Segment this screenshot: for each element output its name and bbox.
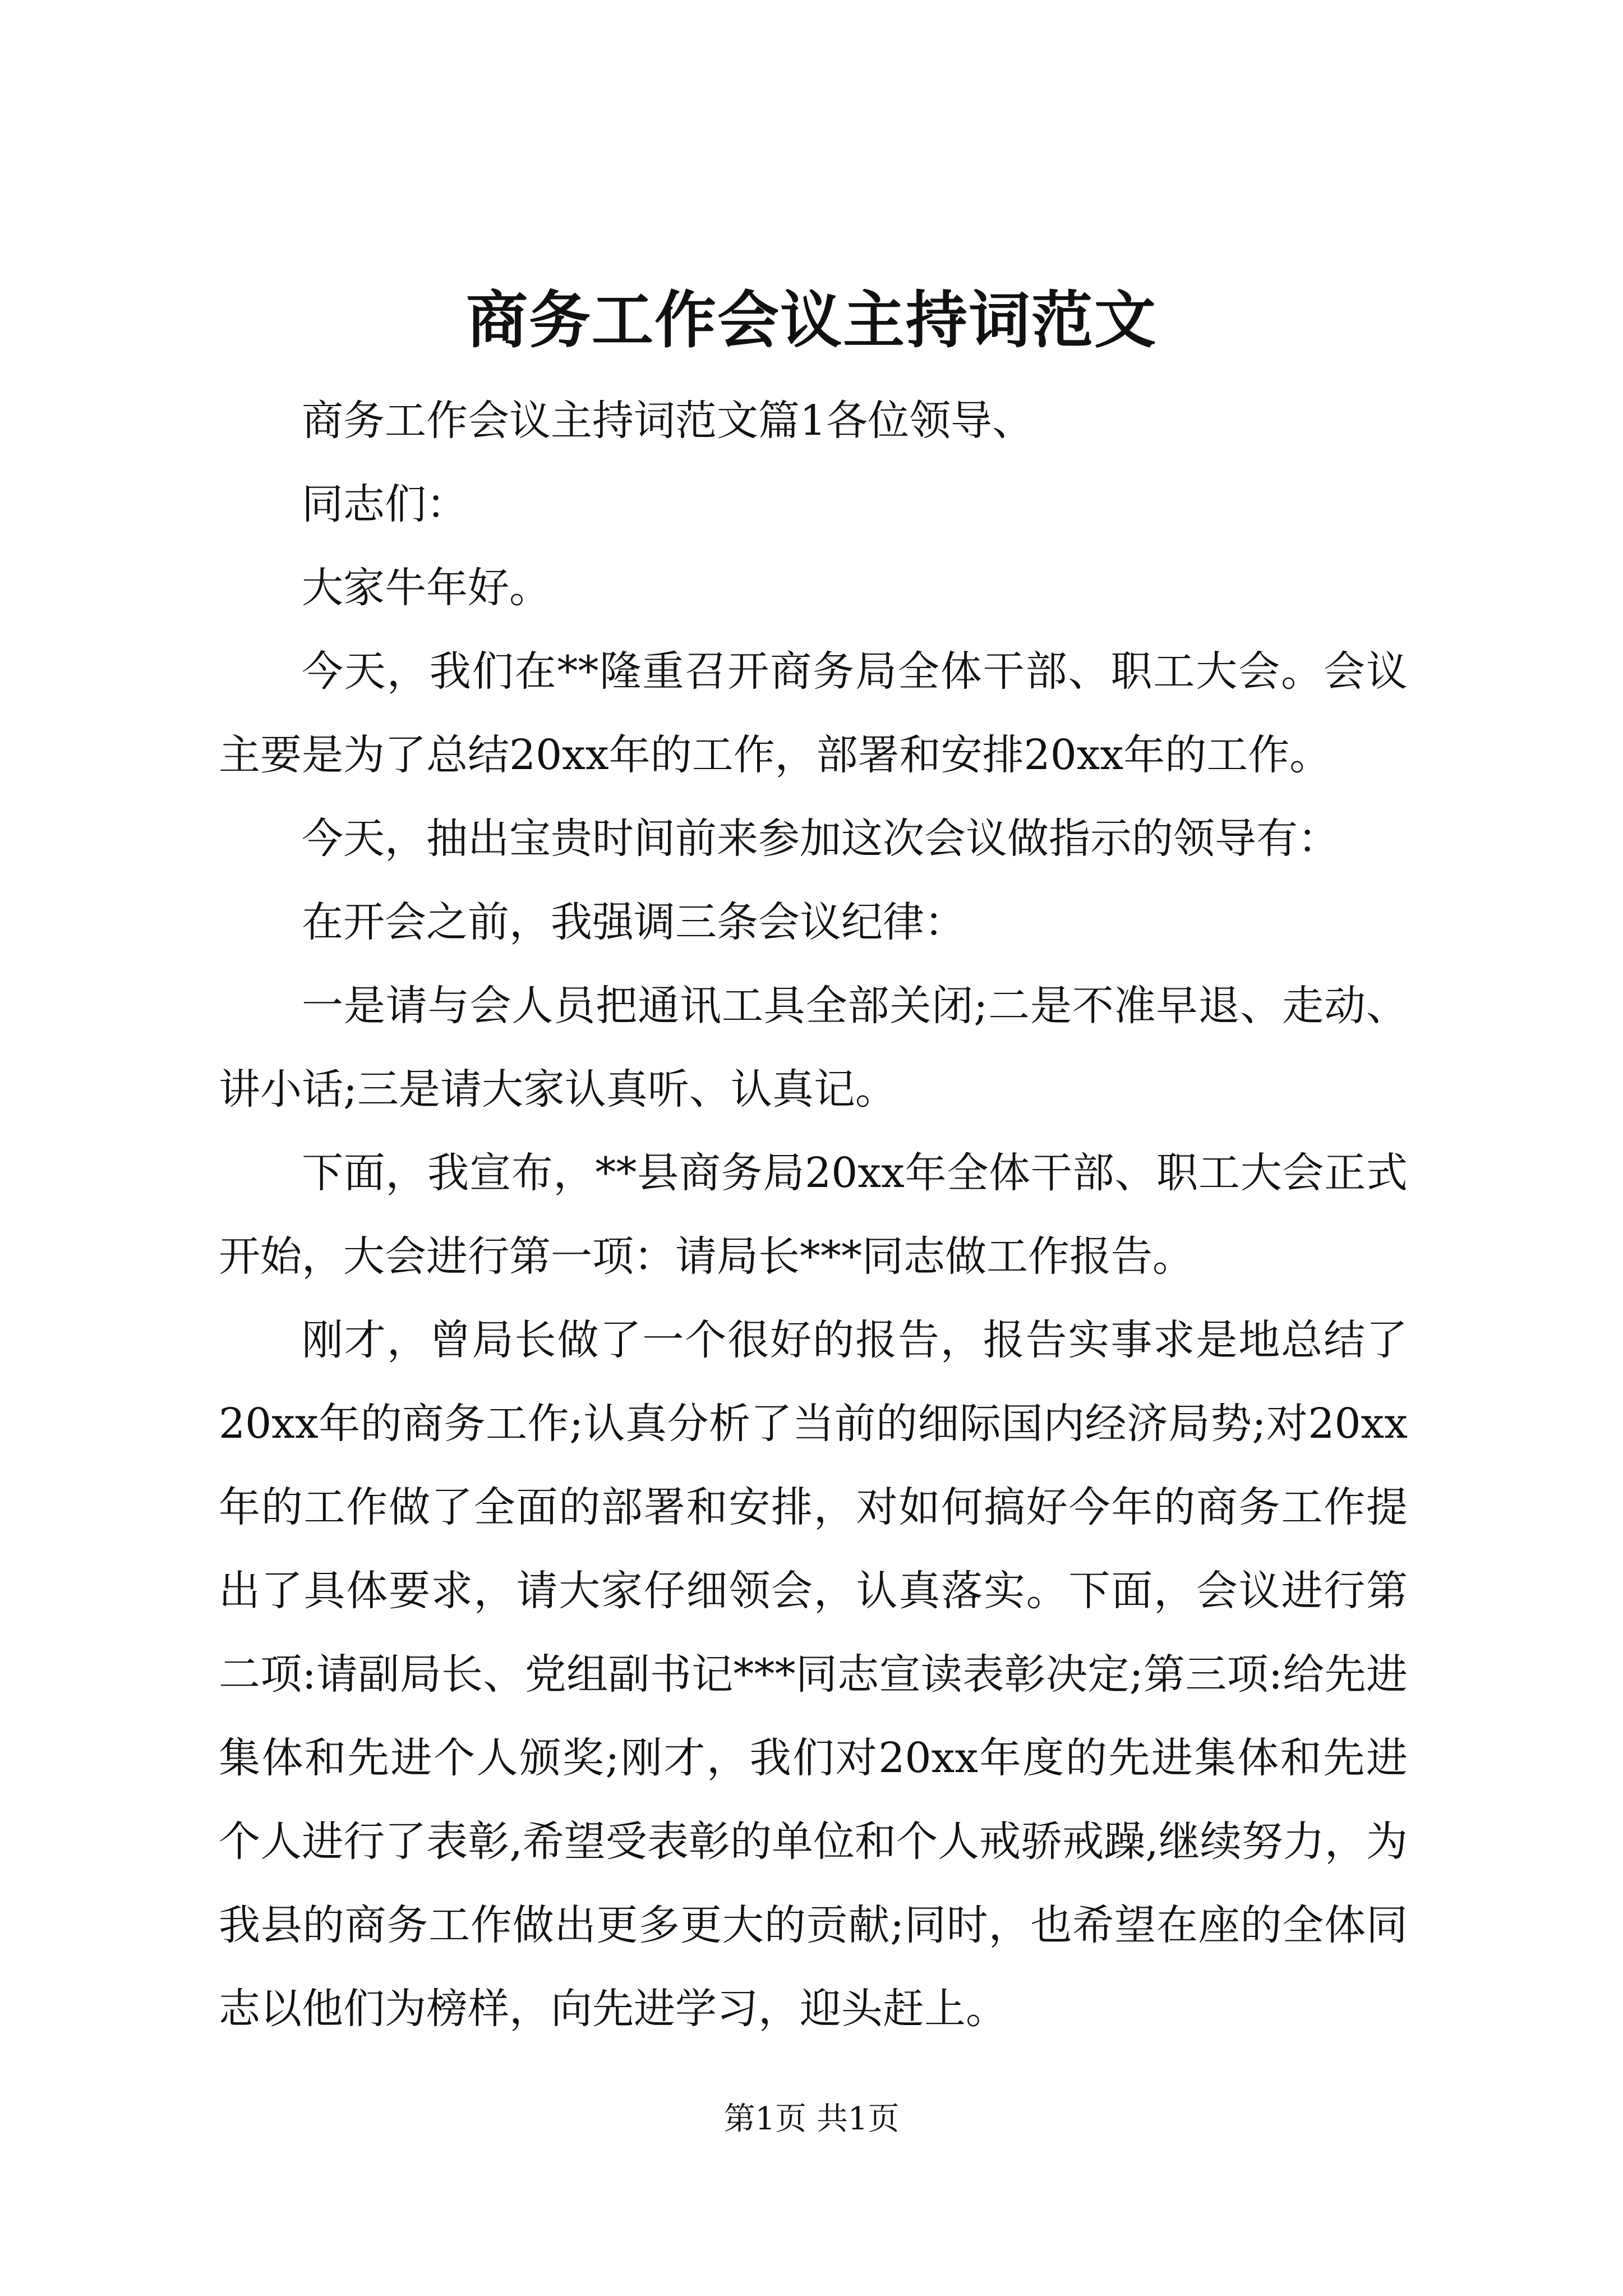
paragraph: 商务工作会议主持词范文篇1各位领导、: [302, 397, 1034, 445]
page-number-label: 第1页 共1页: [723, 2101, 900, 2137]
paragraph: 今天，抽出宝贵时间前来参加这次会议做指示的领导有：: [302, 815, 1339, 863]
paragraph: 一是请与会人员把通讯工具全部关闭;二是不准早退、走动、讲小话;三是请大家认真听、认真记。: [219, 982, 1408, 1114]
paragraph: 同志们：: [302, 480, 468, 528]
paragraph: 刚才，曾局长做了一个很好的报告，报告实事求是地总结了20xx年的商务工作;认真分析了当前的细际国内经济局势;对20xx年的工作做了全面的部署和安排，对如何搞好今年的商务工作提出了具体要求，请大家仔细领会，认真落实。下面，会议进行第二项:请副局长、党组副书记***同志宣读表彰决定;第三项:给先进集体和先进个人颁奖;刚才，我们对20xx年度的先进集体和先进个人进行了表彰,希望受表彰的单位和个人戒骄戒躁,继续努力，为我县的商务工作做出更多更大的贡献;同时，也希望在座的全体同志以他们为榜样，向先进学习，迎头赶上。: [219, 1316, 1408, 2033]
paragraph: 下面，我宣布，**县商务局20xx年全体干部、职工大会正式开始，大会进行第一项：请局长***同志做工作报告。: [219, 1149, 1408, 1281]
paragraph: 今天，我们在**隆重召开商务局全体干部、职工大会。会议主要是为了总结20xx年的工作，部署和安排20xx年的工作。: [219, 647, 1408, 779]
document-title: 商务工作会议主持词范文: [466, 284, 1157, 356]
page-footer: [0, 2097, 1623, 2142]
document-body: [219, 379, 1408, 2051]
paragraph: 在开会之前，我强调三条会议纪律：: [302, 898, 966, 946]
paragraph: 大家牛年好。: [302, 564, 551, 612]
